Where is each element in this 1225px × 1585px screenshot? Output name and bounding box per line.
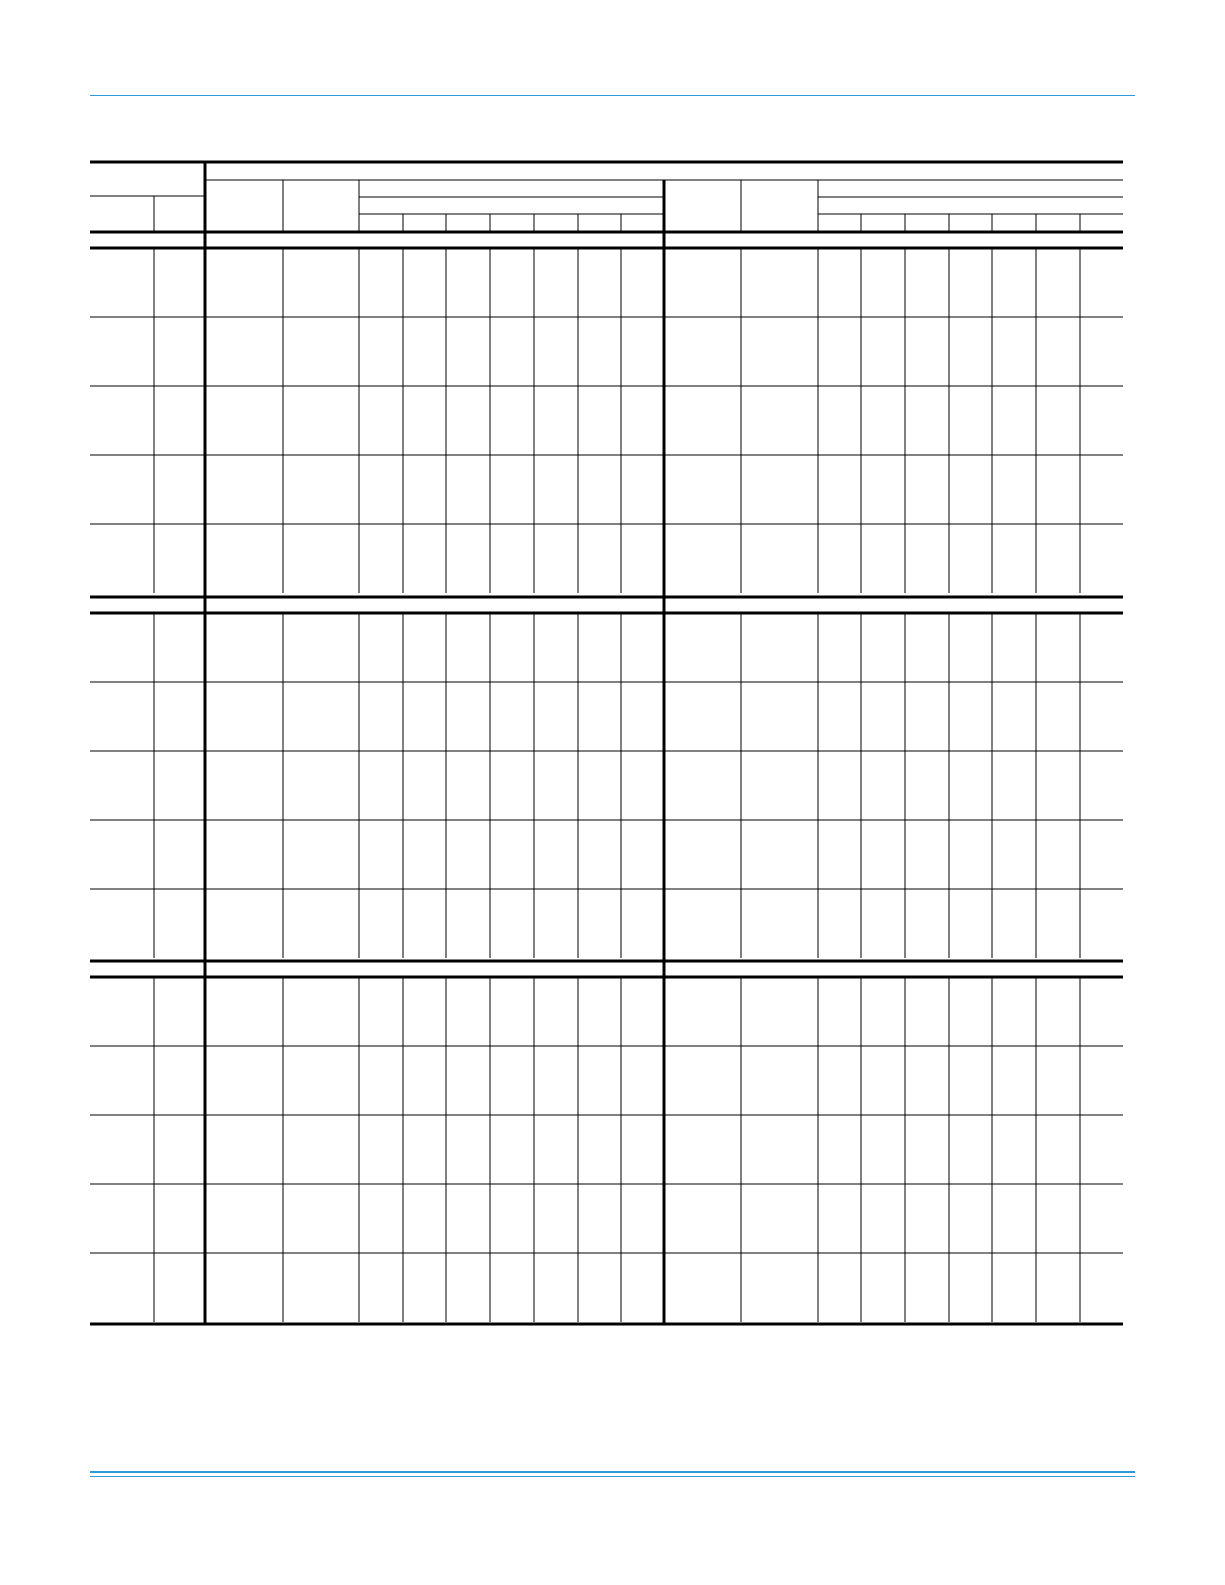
footer-rule-bottom bbox=[90, 1476, 1135, 1477]
footer-rule-top bbox=[90, 1471, 1135, 1473]
